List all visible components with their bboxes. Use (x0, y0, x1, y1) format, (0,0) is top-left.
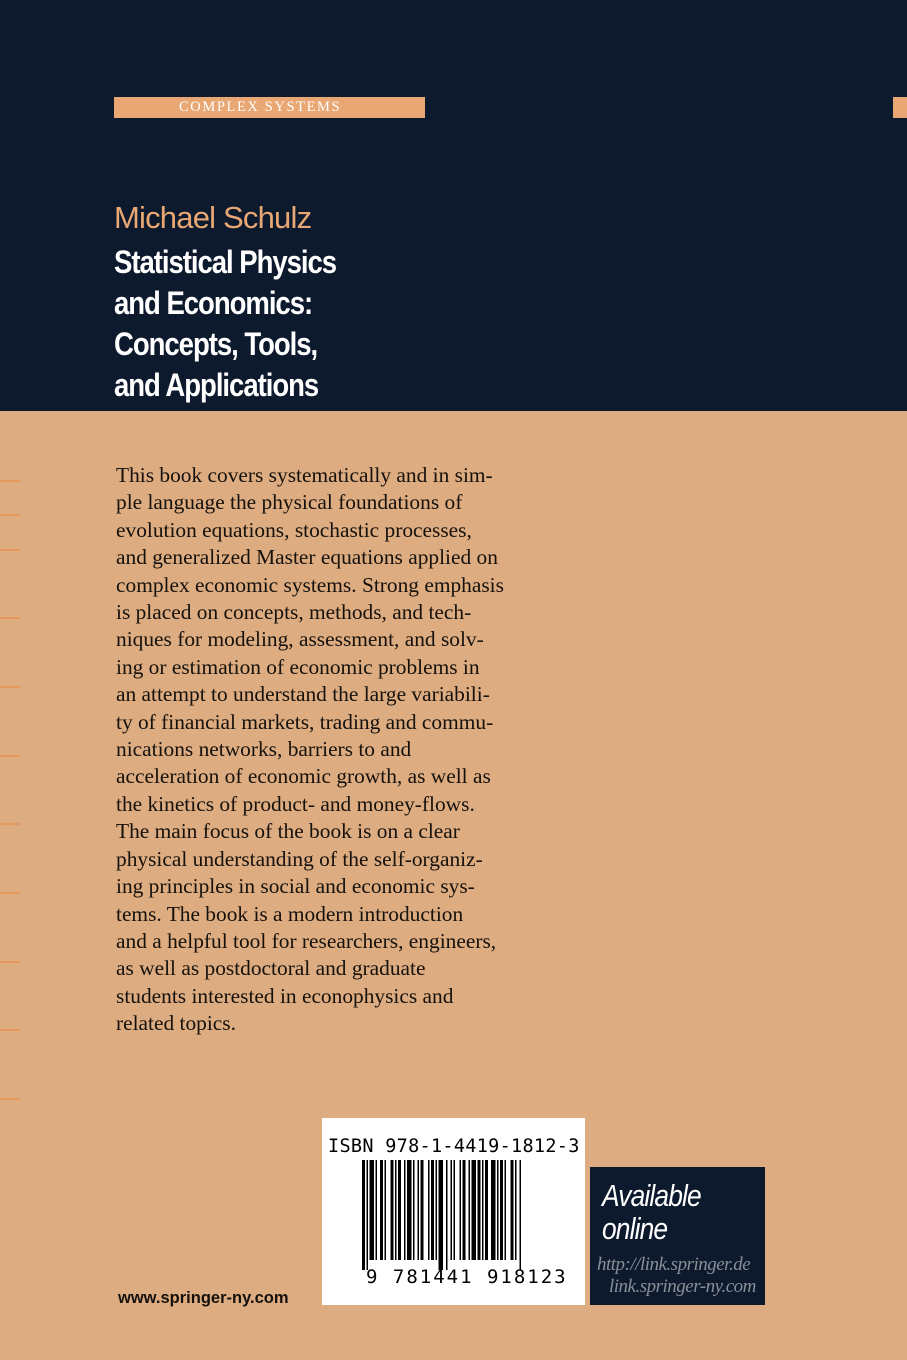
barcode-bar (376, 1160, 378, 1260)
description-line: ing or estimation of economic problems in (116, 654, 480, 679)
barcode-bar (515, 1160, 517, 1260)
barcode-bar (469, 1160, 471, 1260)
online-heading-line: online (602, 1211, 668, 1246)
description-line: complex economic systems. Strong emphasis (116, 572, 504, 597)
spine-tab (893, 97, 907, 118)
barcode-bar (418, 1160, 420, 1260)
book-description (116, 462, 566, 1038)
title-line: Statistical Physics (114, 244, 337, 280)
barcode-bar (463, 1160, 466, 1260)
edge-tick (0, 755, 20, 757)
online-heading (602, 1179, 701, 1245)
barcode-bar (451, 1160, 453, 1260)
edge-tick (0, 1098, 20, 1100)
available-online-box (590, 1167, 765, 1305)
isbn-barcode (322, 1118, 585, 1305)
edge-tick (0, 892, 20, 894)
edge-tick (0, 823, 20, 825)
book-title (114, 242, 336, 406)
barcode-bar (446, 1160, 448, 1270)
description-line: The main focus of the book is on a clear (116, 819, 460, 844)
barcode-bar (478, 1160, 481, 1260)
description-line: niques for modeling, assessment, and solv- (116, 627, 484, 652)
author-name: Michael Schulz (114, 200, 312, 235)
barcode-bar (485, 1160, 488, 1260)
description-line: and a helpful tool for researchers, engineers, (116, 928, 497, 953)
isbn-text: ISBN 978-1-4419-1812-3 (328, 1136, 580, 1157)
barcode-bar (472, 1160, 477, 1260)
edge-tick (0, 617, 20, 619)
description-line: This book covers systematically and in sim- (116, 463, 493, 487)
barcode-bar (436, 1160, 438, 1260)
description-line: ple language the physical foundations of (116, 490, 463, 515)
barcode-bar (482, 1160, 484, 1260)
publisher-website: www.springer-ny.com (118, 1289, 289, 1307)
barcode-bar (431, 1160, 434, 1260)
barcode-bar (428, 1160, 430, 1260)
barcode-bar (395, 1160, 397, 1260)
ean-digits: 9 781441 918123 (366, 1266, 568, 1288)
online-urls (597, 1254, 756, 1298)
title-line: and Applications (114, 367, 319, 403)
barcode-bar (505, 1160, 507, 1260)
description-line: tems. The book is a modern introduction (116, 901, 464, 926)
barcode-bar (404, 1160, 406, 1260)
description-line: related topics. (116, 1011, 236, 1036)
edge-tick (0, 686, 20, 688)
description-line: evolution equations, stochastic processes, (116, 517, 472, 542)
online-url: link.springer-ny.com (609, 1276, 756, 1297)
barcode-bar (511, 1160, 514, 1260)
barcode-bar (439, 1160, 444, 1270)
description-line: nications networks, barriers to and (116, 737, 412, 762)
barcode-bar (497, 1160, 499, 1260)
edge-tick (0, 1029, 20, 1031)
online-heading-line: Available (602, 1178, 701, 1213)
description-line: as well as postdoctoral and graduate (116, 956, 426, 981)
description-line: acceleration of economic growth, as well as (116, 764, 491, 789)
barcode-bar (407, 1160, 412, 1260)
edge-tick (0, 480, 20, 482)
description-line: and generalized Master equations applied on (116, 545, 498, 570)
description-line: the kinetics of product- and money-flows. (116, 791, 475, 816)
description-line: is placed on concepts, methods, and tech- (116, 600, 472, 625)
barcode-bar (385, 1160, 387, 1260)
barcode-bar (454, 1160, 456, 1260)
barcode-bar (398, 1160, 401, 1260)
barcode-bar (362, 1160, 365, 1270)
description-line: ing principles in social and economic sys- (116, 874, 475, 899)
description-line: an attempt to understand the large variabili- (116, 682, 490, 707)
barcode-bar (370, 1160, 375, 1260)
barcode-bar (520, 1160, 522, 1270)
title-line: Concepts, Tools, (114, 326, 318, 362)
description-line: physical understanding of the self-organiz- (116, 846, 483, 871)
online-url: http://link.springer.de (597, 1254, 751, 1275)
edge-tick (0, 961, 20, 963)
barcode-bar (500, 1160, 503, 1260)
barcode-bar (380, 1160, 383, 1260)
barcode-bar (367, 1160, 369, 1270)
barcode-bar (391, 1160, 394, 1260)
barcode-bar (491, 1160, 496, 1260)
series-label: COMPLEX SYSTEMS (114, 97, 425, 118)
description-line: ty of financial markets, trading and commu- (116, 709, 494, 734)
barcode-bar (460, 1160, 462, 1260)
edge-tick (0, 514, 20, 516)
edge-tick (0, 549, 20, 551)
title-line: and Economics: (114, 285, 313, 321)
description-line: students interested in econophysics and (116, 983, 454, 1008)
barcode-bar (413, 1160, 415, 1260)
barcode-bar (421, 1160, 424, 1260)
barcode-bars (362, 1160, 552, 1270)
